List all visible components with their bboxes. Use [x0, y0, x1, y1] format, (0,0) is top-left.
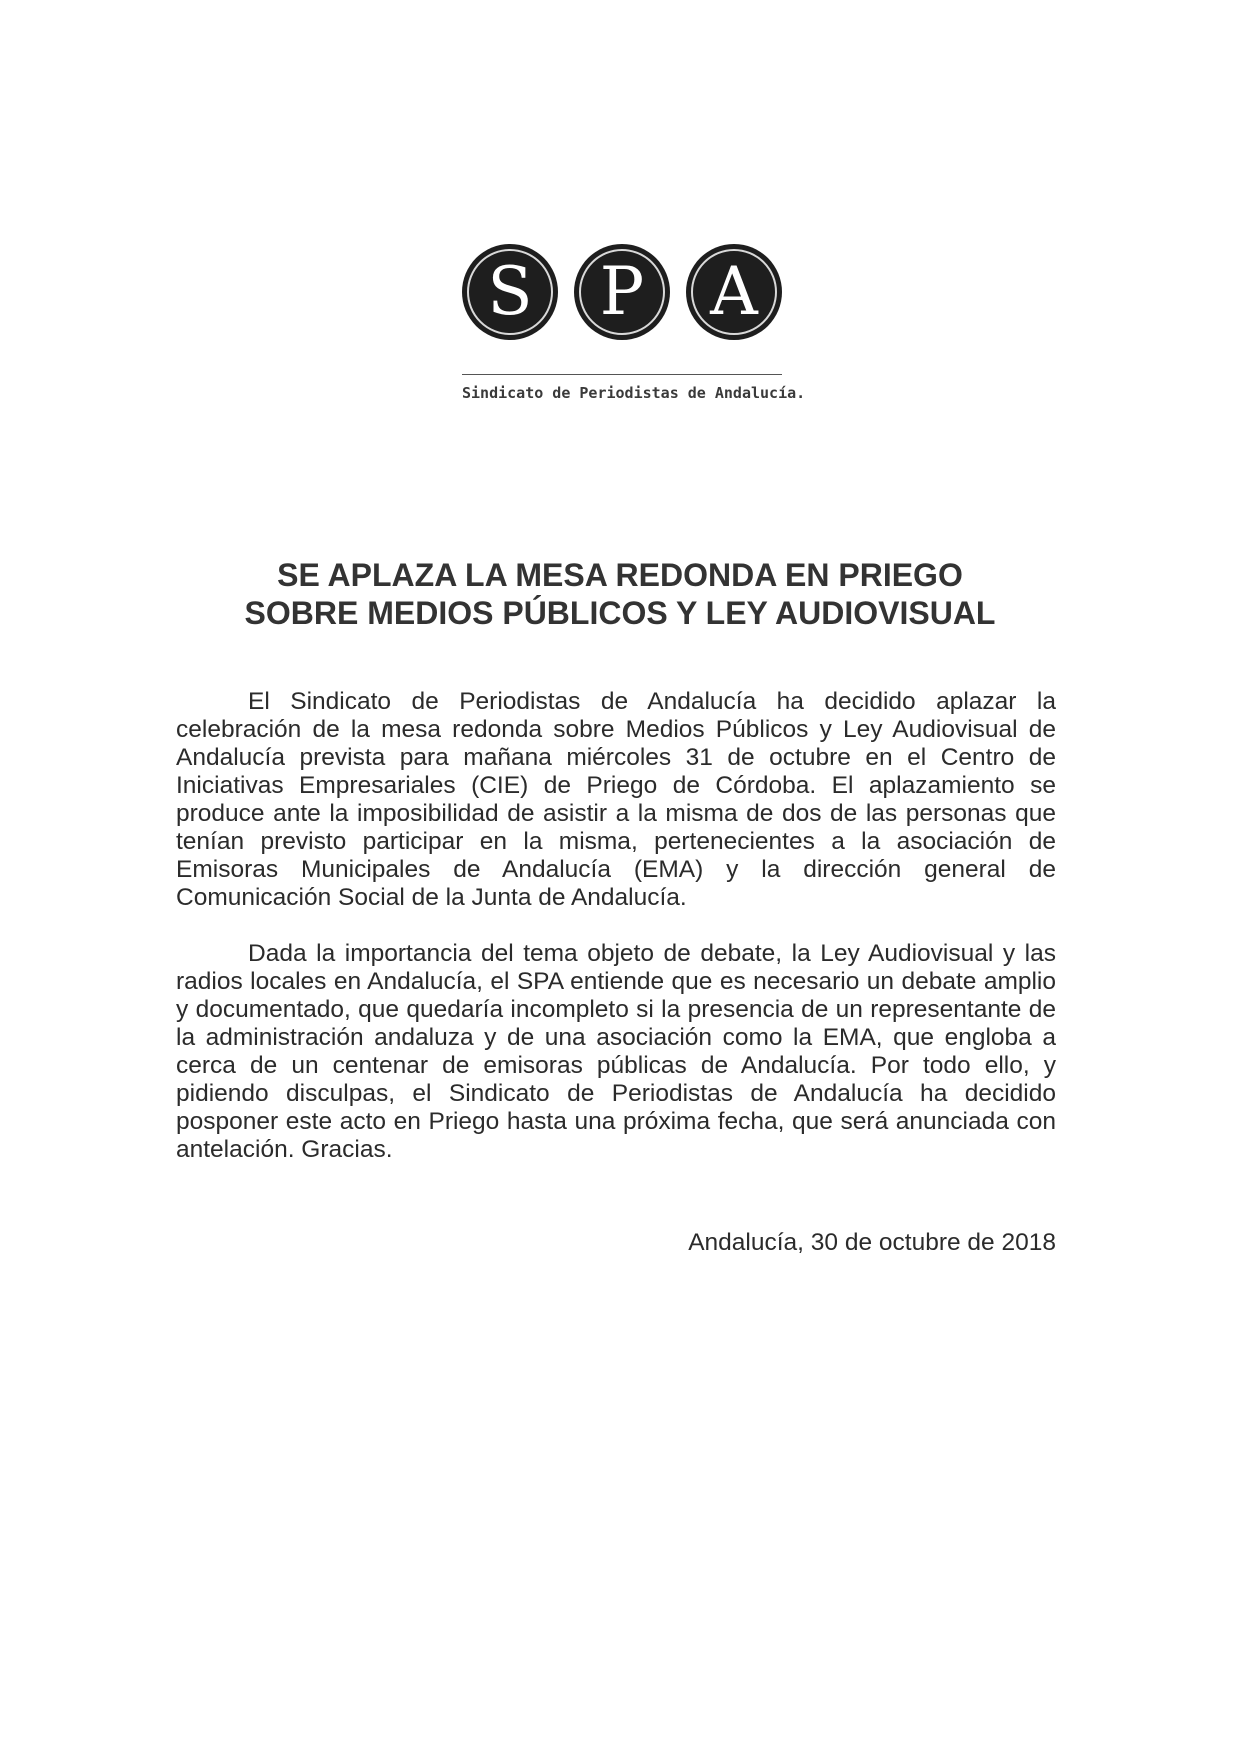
logo-letter: P	[599, 253, 645, 330]
logo-circles	[462, 244, 782, 342]
document-body	[176, 688, 1056, 1164]
spa-logo	[462, 244, 806, 414]
logo-circle-p	[574, 244, 670, 340]
logo-caption: Sindicato de Periodistas de Andalucía.	[462, 384, 806, 402]
body-paragraph: Dada la importancia del tema objeto de debate, la Ley Audiovisual y las radios locales en Andalucía, el SPA entiende que es necesario un debate amplio y documentado, que quedaría incompleto si la presencia de un representante de la administración andaluza y de una asociación como la EMA, que engloba a cerca de un centenar de emisoras públicas de Andalucía. Por todo ello, y pidiendo disculpas, el Sindicato de Periodistas de Andalucía ha decidido posponer este acto en Priego hasta una próxima fecha, que será anunciada con antelación. Gracias.	[176, 940, 1056, 1163]
logo-letter: S	[487, 253, 533, 330]
place-date-signoff: Andalucía, 30 de octubre de 2018	[688, 1229, 1056, 1256]
logo-divider	[462, 374, 782, 375]
title-line-2: SOBRE MEDIOS PÚBLICOS Y LEY AUDIOVISUAL	[244, 595, 996, 631]
logo-circle-a	[686, 244, 782, 340]
body-paragraph: El Sindicato de Periodistas de Andalucía ha decidido aplazar la celebración de la mesa redonda sobre Medios Públicos y Ley Audiovisual de Andalucía prevista para mañana miércoles 31 de octubre en el Centro de Iniciativas Empresariales (CIE) de Priego de Córdoba. El aplazamiento se produce ante la imposibilidad de asistir a la misma de dos de las personas que tenían previsto participar en la misma, pertenecientes a la asociación de Emisoras Municipales de Andalucía (EMA) y la dirección general de Comunicación Social de la Junta de Andalucía.	[176, 688, 1056, 911]
logo-circle-s	[462, 244, 558, 340]
document-title	[170, 556, 1070, 632]
title-line-1: SE APLAZA LA MESA REDONDA EN PRIEGO	[277, 557, 963, 593]
logo-letter: A	[710, 253, 758, 330]
